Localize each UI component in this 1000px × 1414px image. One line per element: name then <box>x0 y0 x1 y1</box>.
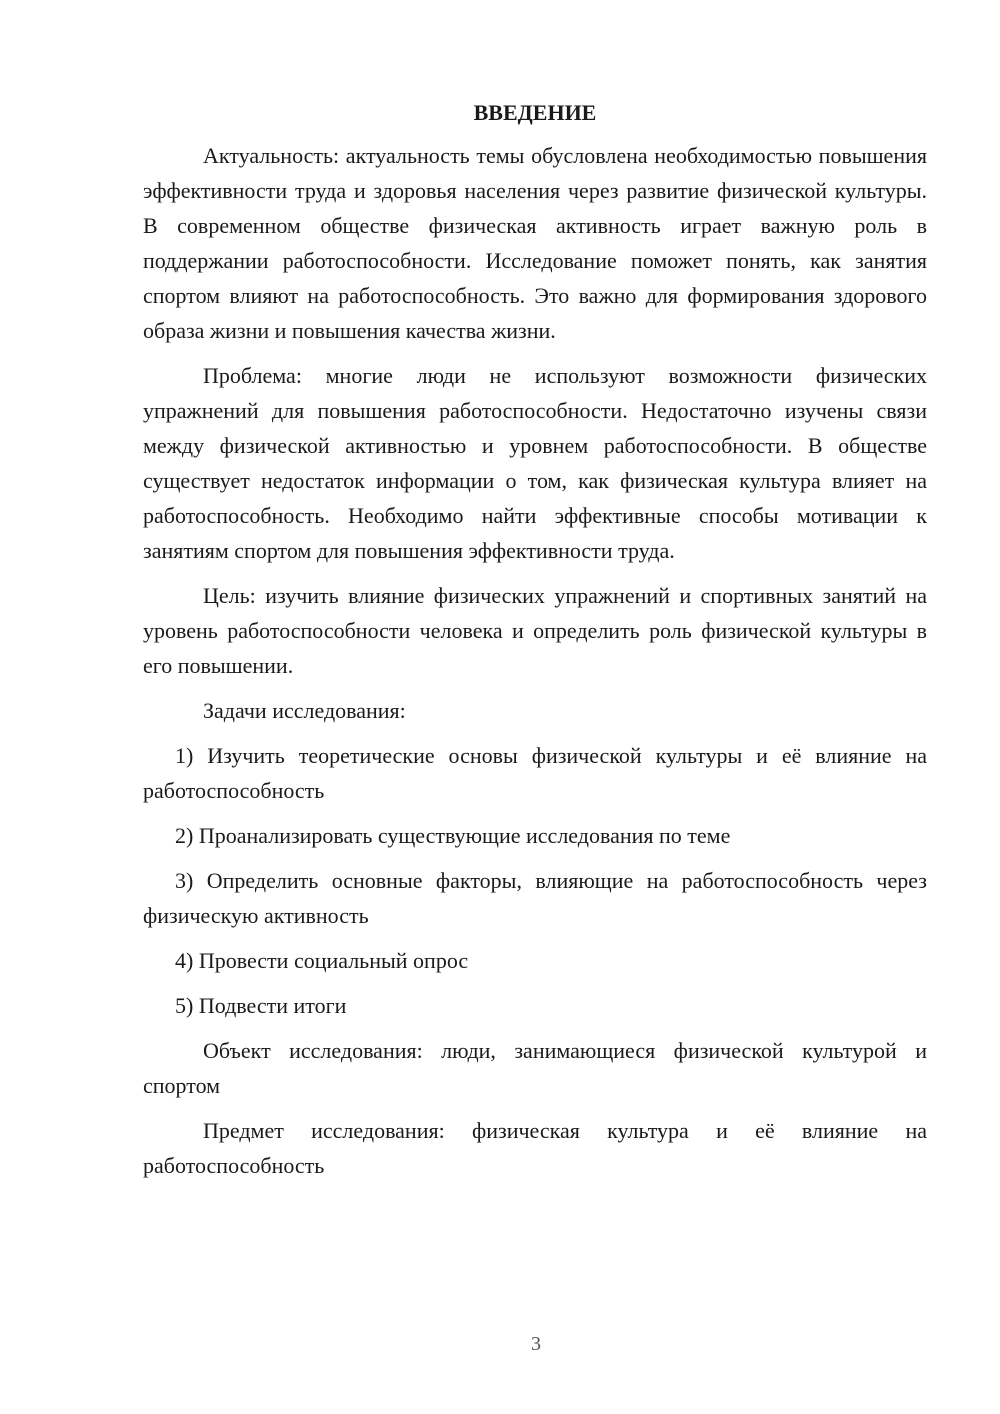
relevance-paragraph: Актуальность: актуальность темы обусловлена необходимостью повышения эффективности труда и здоровья населения через развитие физической культуры. В современном обществе физическая активность играет важную роль в поддержании работоспособности. Исследование поможет понять, как занятия спортом влияют на работоспособность. Это важно для формирования здорового образа жизни и повышения качества жизни. <box>143 143 927 343</box>
tasks-heading: Задачи исследования: <box>203 698 406 723</box>
list-item: 3) Определить основные факторы, влияющие на работоспособность через физическую активность <box>143 868 927 928</box>
page-number: 3 <box>531 1333 541 1355</box>
list-item: 5) Подвести итоги <box>175 993 347 1018</box>
tasks-list <box>143 738 927 1023</box>
list-item: 4) Провести социальный опрос <box>175 948 469 973</box>
goal-paragraph: Цель: изучить влияние физических упражнений и спортивных занятий на уровень работоспособности человека и определить роль физической культуры в его повышении. <box>143 583 927 678</box>
subject-paragraph: Предмет исследования: физическая культура и её влияние на работоспособность <box>143 1118 927 1178</box>
object-paragraph: Объект исследования: люди, занимающиеся физической культурой и спортом <box>143 1038 927 1098</box>
page-content <box>143 95 927 1193</box>
page-title: ВВЕДЕНИЕ <box>473 100 597 125</box>
list-item: 2) Проанализировать существующие исследования по теме <box>175 823 731 848</box>
problem-paragraph: Проблема: многие люди не используют возможности физических упражнений для повышения работоспособности. Недостаточно изучены связи между физической активностью и уровнем работоспособности. В обществе существует недостаток информации о том, как физическая культура влияет на работоспособность. Необходимо найти эффективные способы мотивации к занятиям спортом для повышения эффективности труда. <box>143 363 927 563</box>
list-item: 1) Изучить теоретические основы физической культуры и её влияние на работоспособность <box>143 743 927 803</box>
